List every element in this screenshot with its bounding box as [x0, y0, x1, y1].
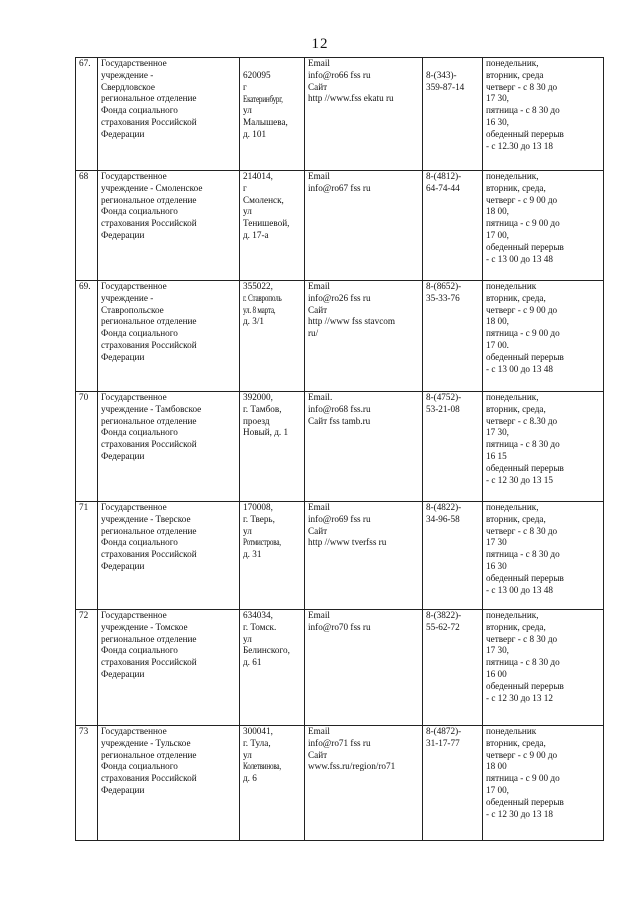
contact-info-line: Сайт	[308, 304, 328, 315]
postal-address-line: 392000,	[243, 392, 273, 402]
institution-name-line: учреждение - Томское	[101, 621, 188, 632]
working-hours-line: четверг - с 8 30 до	[486, 633, 558, 644]
working-hours-line: пятница - с 8 30 до	[486, 657, 560, 668]
row-number: 67.	[76, 58, 98, 171]
working-hours	[483, 281, 604, 392]
contact-info-line: Сайт fss tamb.ru	[308, 415, 371, 426]
working-hours-line: обеденный перерыв	[486, 128, 564, 139]
institution-name-line: Государственное	[101, 58, 167, 68]
postal-address-line: г. Томск.	[243, 621, 277, 632]
working-hours-line: обеденный перерыв	[486, 572, 564, 583]
phone-number-line: 34-96-58	[426, 513, 460, 524]
row-number: 73	[76, 726, 98, 841]
contact-info-line: www.fss.ru/region/ro71	[308, 761, 396, 772]
institution-name-line: Государственное	[101, 281, 167, 291]
row-number: 69.	[76, 281, 98, 392]
working-hours-line: пятница - с 9 00 до	[486, 218, 560, 229]
institution-name-line: региональное отделение	[101, 194, 197, 205]
working-hours-line: пятница - с 8 30 до	[486, 439, 560, 450]
institution-name	[98, 502, 240, 610]
institution-name-line: учреждение -	[101, 292, 154, 303]
institution-name-line: Федерации	[101, 229, 145, 240]
institution-name-line: Федерации	[101, 668, 145, 679]
working-hours-line: вторник, среда	[486, 69, 544, 80]
postal-address	[240, 392, 305, 502]
working-hours-line: понедельник,	[486, 171, 539, 181]
institution-name-line: региональное отделение	[101, 316, 197, 327]
contact-info-line: http //www fss stavcom	[308, 316, 396, 327]
working-hours-line: обеденный перерыв	[486, 351, 564, 362]
postal-address	[240, 281, 305, 392]
working-hours	[483, 502, 604, 610]
postal-address-line: д. 17-а	[243, 229, 269, 240]
contact-info-line: info@ro71 fss ru	[308, 737, 371, 748]
contact-info	[305, 392, 423, 502]
phone-number-line: 8-(4872)-	[426, 726, 462, 736]
postal-address-line: 634034,	[243, 610, 273, 620]
institution-name-line: Государственное	[101, 726, 167, 736]
working-hours-line: - с 13 00 до 13 48	[486, 363, 553, 374]
working-hours	[483, 610, 604, 726]
postal-address-line: Екатеринбург,	[243, 93, 283, 104]
institution-name-line: региональное отделение	[101, 525, 197, 536]
institution-name	[98, 281, 240, 392]
phone-number-line: 359-87-14	[426, 81, 465, 92]
contact-info-line: info@ro70 fss ru	[308, 621, 371, 632]
contact-info-line: http //www.fss ekatu ru	[308, 93, 394, 104]
postal-address-line: ул	[243, 105, 252, 116]
institution-name-line: региональное отделение	[101, 749, 197, 760]
institution-name-line: страхования Российской	[101, 339, 197, 350]
phone-number-line: 8-(3822)-	[426, 610, 462, 620]
phone-number	[423, 281, 483, 392]
phone-number	[423, 726, 483, 841]
working-hours-line: 17 00,	[486, 784, 509, 795]
working-hours	[483, 171, 604, 281]
institution-name-line: Государственное	[101, 502, 167, 512]
phone-number-line: 8-(4752)-	[426, 392, 462, 402]
row-number: 70	[76, 392, 98, 502]
institution-name-line: учреждение -	[101, 69, 154, 80]
contact-info	[305, 610, 423, 726]
working-hours-line: четверг - с 9 00 до	[486, 194, 558, 205]
postal-address-line: г. Тамбов,	[243, 403, 282, 414]
working-hours	[483, 726, 604, 841]
phone-number-line: 8-(8652)-	[426, 281, 462, 291]
contact-info-line: Email	[308, 281, 330, 291]
contact-info	[305, 171, 423, 281]
contact-info-line: info@ro26 fss ru	[308, 292, 371, 303]
institution-name-line: страхования Российской	[101, 657, 197, 668]
working-hours-line: четверг - с 9 00 до	[486, 304, 558, 315]
contact-info-line: Email	[308, 726, 330, 736]
institution-name-line: Фонда социального	[101, 105, 178, 116]
working-hours-line: четверг - с 9 00 до	[486, 749, 558, 760]
working-hours-line: понедельник	[486, 281, 537, 291]
institution-name	[98, 58, 240, 171]
postal-address-line: ул	[243, 206, 252, 217]
institution-name-line: Федерации	[101, 351, 145, 362]
working-hours-line: вторник, среда,	[486, 292, 546, 303]
working-hours-line: 16 30,	[486, 116, 509, 127]
postal-address-line: Смоленск,	[243, 194, 284, 205]
contact-info-line: Email.	[308, 392, 333, 402]
contact-info-line: Сайт	[308, 81, 328, 92]
working-hours-line: вторник, среда,	[486, 621, 546, 632]
postal-address-line: Тенишевой,	[243, 218, 290, 229]
institution-name	[98, 171, 240, 281]
working-hours-line: пятница - с 9 00 до	[486, 328, 560, 339]
institution-name-line: страхования Российской	[101, 549, 197, 560]
institution-name-line: учреждение - Тамбовское	[101, 403, 202, 414]
phone-number-line: 8-(4822)-	[426, 502, 462, 512]
phone-number	[423, 392, 483, 502]
table-row	[76, 502, 604, 610]
phone-number-line: 64-74-44	[426, 182, 460, 193]
institution-name-line: региональное отделение	[101, 633, 197, 644]
phone-number-line: 55-62-72	[426, 621, 460, 632]
postal-address-line: Новый, д. 1	[243, 427, 289, 438]
table-row	[76, 58, 604, 171]
postal-address-line: д. 6	[243, 773, 257, 784]
contact-info	[305, 726, 423, 841]
working-hours-line: вторник, среда,	[486, 737, 546, 748]
working-hours-line: 18 00,	[486, 206, 509, 217]
postal-address-line: г	[243, 182, 247, 193]
phone-number	[423, 58, 483, 171]
institution-name-line: страхования Российской	[101, 218, 197, 229]
contact-info-line: info@ro66 fss ru	[308, 69, 371, 80]
working-hours-line: 17 00,	[486, 229, 509, 240]
postal-address-line: проезд	[243, 415, 270, 426]
row-number: 71	[76, 502, 98, 610]
postal-address-line: д. 31	[243, 549, 262, 560]
phone-number-line: 8-(4812)-	[426, 171, 462, 181]
postal-address-line: 214014,	[243, 171, 273, 181]
phone-number	[423, 502, 483, 610]
postal-address-line: 170008,	[243, 502, 273, 512]
working-hours	[483, 392, 604, 502]
working-hours-line: 17 30,	[486, 93, 509, 104]
institution-name-line: Государственное	[101, 171, 167, 181]
postal-address-line: ул. 8 марта,	[243, 304, 276, 315]
contact-info-line: Сайт	[308, 525, 328, 536]
working-hours-line: 17 30	[486, 537, 507, 548]
postal-address	[240, 502, 305, 610]
working-hours-line: - с 13 00 до 13 48	[486, 253, 553, 264]
table-row	[76, 171, 604, 281]
contact-info	[305, 281, 423, 392]
contact-info-line: http //www tverfss ru	[308, 537, 387, 548]
postal-address-line: ул	[243, 633, 252, 644]
working-hours-line: понедельник,	[486, 502, 539, 512]
working-hours-line: - с 12 30 до 13 12	[486, 692, 553, 703]
working-hours-line: 17 00.	[486, 339, 509, 350]
postal-address-line: Колетвинова,	[243, 761, 281, 772]
working-hours-line: 17 30,	[486, 645, 509, 656]
working-hours-line: четверг - с 8 30 до	[486, 525, 558, 536]
working-hours-line: пятница - с 8 30 до	[486, 105, 560, 116]
working-hours-line: понедельник,	[486, 58, 539, 68]
phone-number-line: 8-(343)-	[426, 70, 457, 80]
postal-address-line: 300041,	[243, 726, 273, 736]
working-hours-line: пятница - с 8 30 до	[486, 549, 560, 560]
institution-name-line: учреждение - Тверское	[101, 513, 191, 524]
working-hours-line: вторник, среда,	[486, 403, 546, 414]
institution-name-line: региональное отделение	[101, 93, 197, 104]
working-hours-line: четверг - с 8 30 до	[486, 81, 558, 92]
institution-name-line: учреждение - Смоленское	[101, 182, 203, 193]
institution-name-line: Государственное	[101, 610, 167, 620]
institution-name	[98, 610, 240, 726]
page-number: 12	[311, 36, 329, 52]
working-hours-line: пятница - с 9 00 до	[486, 773, 560, 784]
institution-name-line: Свердловское	[101, 81, 155, 92]
working-hours-line: 16 15	[486, 450, 507, 461]
working-hours-line: обеденный перерыв	[486, 680, 564, 691]
institution-name-line: Фонда социального	[101, 206, 178, 217]
postal-address-line: г. Тверь,	[243, 513, 275, 524]
contact-info-line: info@ro68 fss.ru	[308, 403, 371, 414]
postal-address-line: г	[243, 81, 247, 92]
institution-name-line: Фонда социального	[101, 328, 178, 339]
contact-info-line: info@ro69 fss ru	[308, 513, 371, 524]
institution-name-line: региональное отделение	[101, 415, 197, 426]
working-hours-line: - с 12 30 до 13 18	[486, 808, 553, 819]
phone-number-line: 31-17-77	[426, 737, 460, 748]
contact-info-line: Сайт	[308, 749, 328, 760]
postal-address-line: г. Тула,	[243, 737, 271, 748]
postal-address-line: Малышева,	[243, 117, 288, 128]
institution-name-line: Федерации	[101, 128, 145, 139]
phone-number	[423, 610, 483, 726]
institution-name-line: Федерации	[101, 560, 145, 571]
institution-name-line: учреждение - Тульское	[101, 737, 191, 748]
contact-info	[305, 58, 423, 171]
working-hours-line: 18 00	[486, 761, 507, 772]
fss-offices-table	[75, 57, 604, 841]
institution-name-line: Фонда социального	[101, 537, 178, 548]
working-hours-line: понедельник	[486, 726, 537, 736]
working-hours-line: обеденный перерыв	[486, 241, 564, 252]
table-body	[76, 58, 604, 841]
working-hours-line: понедельник,	[486, 392, 539, 402]
contact-info-line: Email	[308, 610, 330, 620]
institution-name-line: страхования Российской	[101, 116, 197, 127]
postal-address	[240, 171, 305, 281]
postal-address-line: Белинского,	[243, 645, 290, 656]
working-hours-line: - с 12 30 до 13 15	[486, 474, 553, 485]
postal-address	[240, 610, 305, 726]
postal-address-line: 620095	[243, 70, 271, 80]
phone-number-line: 53-21-08	[426, 403, 460, 414]
working-hours-line: вторник, среда,	[486, 182, 546, 193]
phone-number	[423, 171, 483, 281]
postal-address-line: 355022,	[243, 281, 273, 291]
contact-info-line: info@ro67 fss ru	[308, 182, 371, 193]
postal-address-line: ул	[243, 749, 252, 760]
table-row	[76, 281, 604, 392]
institution-name-line: Федерации	[101, 450, 145, 461]
institution-name-line: Ставропольское	[101, 304, 164, 315]
institution-name-line: Фонда социального	[101, 427, 178, 438]
phone-number-line: 35-33-76	[426, 292, 460, 303]
institution-name-line: Федерации	[101, 784, 145, 795]
working-hours-line: 17 30,	[486, 427, 509, 438]
institution-name-line: страхования Российской	[101, 439, 197, 450]
postal-address-line: ул	[243, 525, 252, 536]
contact-info-line: ru/	[308, 328, 319, 339]
contact-info-line: Email	[308, 502, 330, 512]
working-hours-line: 16 00	[486, 668, 507, 679]
postal-address-line: д. 3/1	[243, 316, 265, 327]
contact-info-line: Email	[308, 171, 330, 181]
table-row	[76, 726, 604, 841]
postal-address-line: д. 61	[243, 657, 262, 668]
contact-info-line: Email	[308, 58, 330, 68]
working-hours-line: - с 12.30 до 13 18	[486, 140, 553, 151]
working-hours-line: четверг - с 8.30 до	[486, 415, 558, 426]
institution-name-line: Фонда социального	[101, 645, 178, 656]
working-hours-line: 16 30	[486, 560, 507, 571]
institution-name-line: Фонда социального	[101, 761, 178, 772]
postal-address-line: Ротмистрова,	[243, 537, 281, 548]
institution-name	[98, 392, 240, 502]
postal-address-line: г. Ставрополь	[243, 292, 282, 303]
row-number: 68	[76, 171, 98, 281]
table-row	[76, 610, 604, 726]
working-hours-line: понедельник,	[486, 610, 539, 620]
working-hours	[483, 58, 604, 171]
table-row	[76, 392, 604, 502]
postal-address-line: д. 101	[243, 128, 267, 139]
postal-address	[240, 726, 305, 841]
working-hours-line: вторник, среда,	[486, 513, 546, 524]
working-hours-line: - с 13 00 до 13 48	[486, 584, 553, 595]
working-hours-line: обеденный перерыв	[486, 462, 564, 473]
row-number: 72	[76, 610, 98, 726]
postal-address	[240, 58, 305, 171]
institution-name-line: страхования Российской	[101, 773, 197, 784]
institution-name-line: Государственное	[101, 392, 167, 402]
working-hours-line: обеденный перерыв	[486, 796, 564, 807]
working-hours-line: 18 00,	[486, 316, 509, 327]
institution-name	[98, 726, 240, 841]
contact-info	[305, 502, 423, 610]
